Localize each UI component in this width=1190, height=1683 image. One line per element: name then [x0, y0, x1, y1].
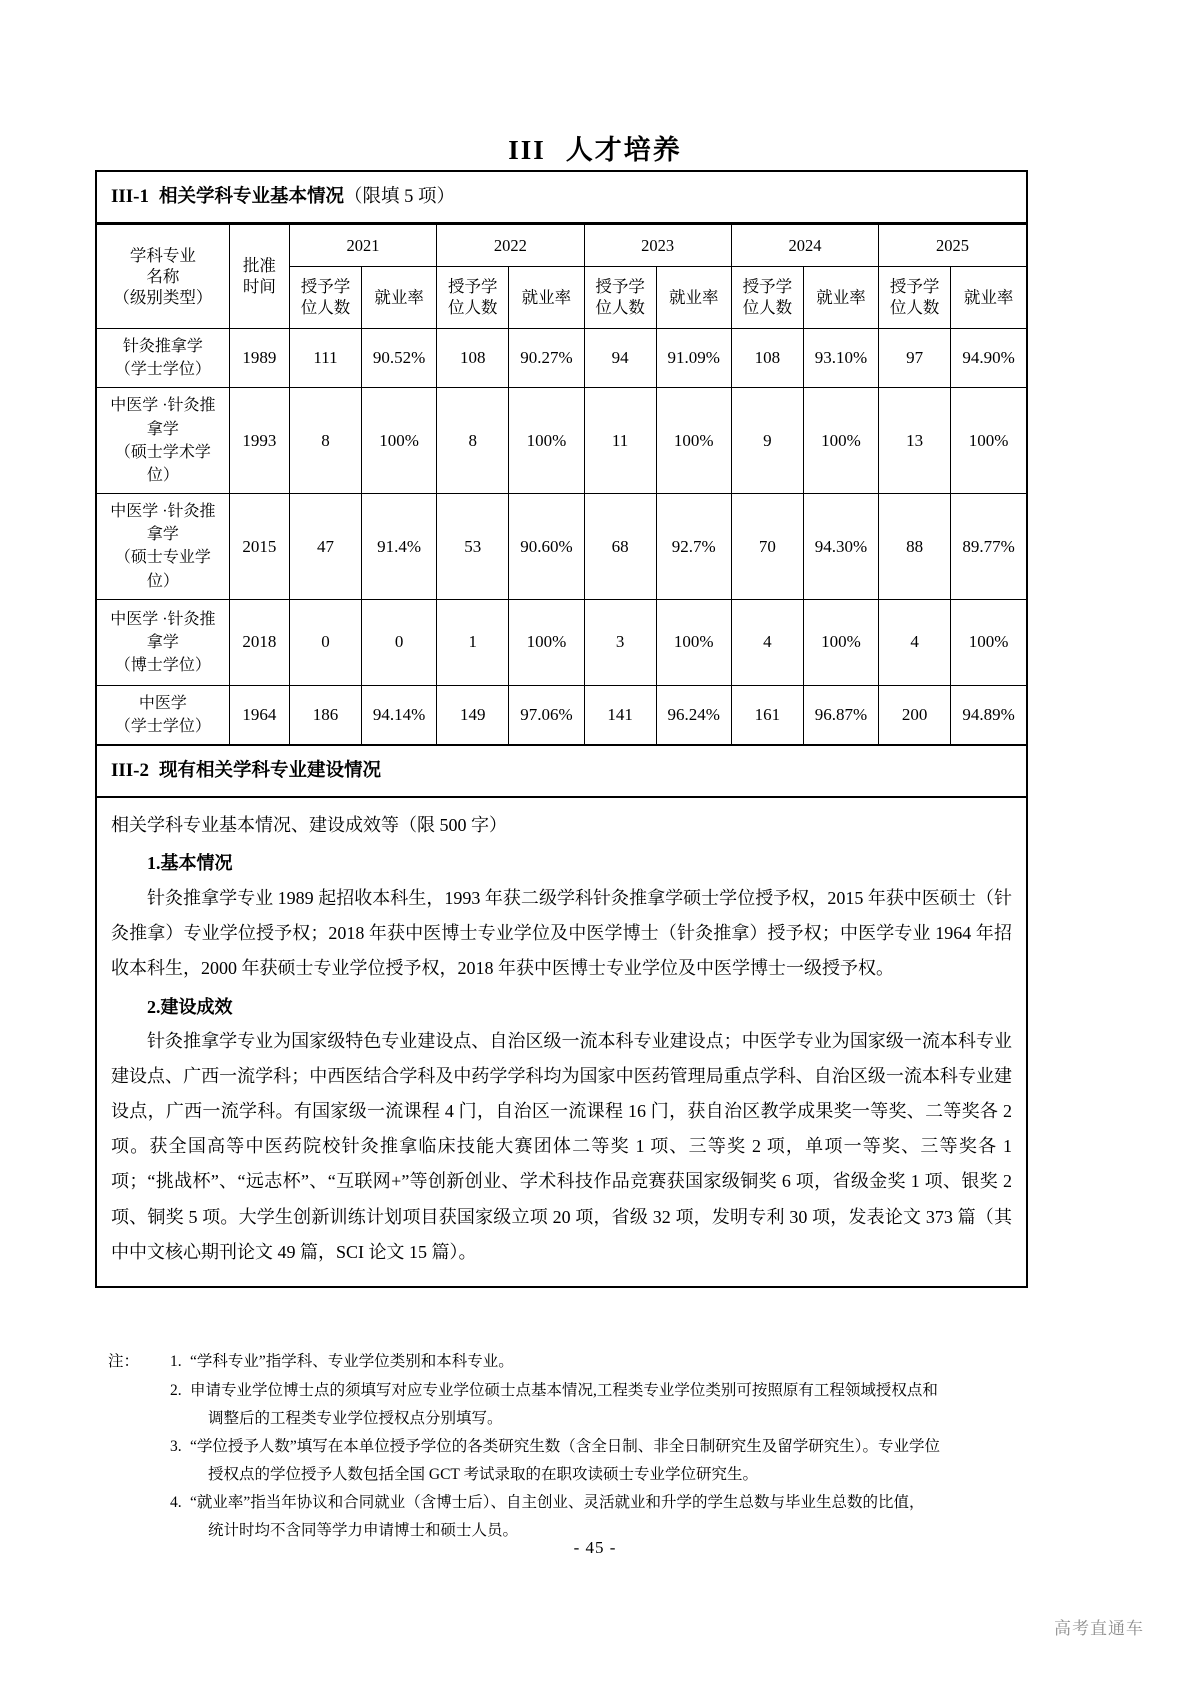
cell-degrees-2025: 13 [879, 388, 951, 494]
th-degrees-line1: 授予学 [595, 277, 645, 297]
th-rate-2022: 就业率 [509, 266, 584, 328]
footnote-continuation: 统计时均不含同等学力申请博士和硕士人员。 [208, 1522, 519, 1540]
cell-rate-2022: 97.06% [509, 685, 584, 744]
cell-degrees-2023: 11 [584, 388, 656, 494]
program-name-line: （学士学位） [114, 361, 211, 379]
cell-degrees-2021: 111 [289, 328, 361, 387]
cell-rate-2025: 94.90% [951, 328, 1026, 387]
cell-rate-2022: 100% [509, 388, 584, 494]
table-row [97, 685, 1026, 744]
cell-degrees-2024: 4 [731, 599, 803, 685]
cell-rate-2023: 100% [656, 599, 731, 685]
section-header-iii-1 [97, 172, 1026, 224]
subsection-2-body: 针灸推拿学专业为国家级特色专业建设点、自治区级一流本科专业建设点；中医学专业为国家级一流本科专业建设点、广西一流学科；中西医结合学科及中药学学科均为国家中医药管理局重点学科、自治区级一流本科专业建设点，广西一流学科。有国家级一流课程 4 门，自治区一流课程 16 门，获自治区教学成果奖一等奖、二等奖各 2 项。获全国高等中医药院校针灸推拿临床技能大赛团体二等奖 1 项、三等奖 2 项，单项一等奖、三等奖各 1 项；“挑战杯”、“远志杯”、“互联网+”等创新创业、学术科技作品竞赛获国家级铜奖 6 项，省级金奖 1 项、银奖 2 项、铜奖 5 项。大学生创新训练计划项目获国家级立项 20 项，省级 32 项，发明专利 30 项，发表论文 373 篇（其中中文核心期刊论文 49 篇，SCI 论文 15 篇）。 [111, 1031, 1012, 1262]
programs-table [97, 224, 1026, 744]
cell-degrees-2022: 8 [437, 388, 509, 494]
cell-program-name [97, 685, 229, 744]
program-name-line: 拿学 [146, 526, 179, 544]
th-approval-time-line1: 批准 [242, 256, 276, 276]
page-number: - 45 - [573, 1538, 617, 1557]
th-program-name [97, 224, 229, 328]
cell-degrees-2021: 186 [289, 685, 361, 744]
th-degrees-2022 [437, 266, 509, 328]
footnote-item [170, 1377, 1043, 1405]
footnotes [108, 1348, 1043, 1545]
cell-rate-2022: 90.60% [509, 494, 584, 600]
footnote-text: “就业率”指当年协议和合同就业（含博士后）、自主创业、灵活就业和升学的学生总数与毕业生总数的比值， [190, 1493, 925, 1511]
th-approval-time-line2: 时间 [242, 277, 276, 297]
cell-degrees-2022: 1 [437, 599, 509, 685]
th-year-2024: 2024 [731, 224, 878, 266]
cell-rate-2023: 100% [656, 388, 731, 494]
footnote-continuation: 调整后的工程类专业学位授权点分别填写。 [208, 1410, 503, 1428]
program-name-line: （博士学位） [114, 656, 211, 674]
th-program-name-line3: （级别类型） [113, 288, 213, 308]
cell-rate-2021: 0 [362, 599, 437, 685]
page-title-numeral: III [508, 135, 546, 165]
cell-approval-year: 2015 [229, 494, 289, 600]
cell-rate-2025: 94.89% [951, 685, 1026, 744]
cell-degrees-2024: 108 [731, 328, 803, 387]
cell-degrees-2021: 8 [289, 388, 361, 494]
footnote-item [170, 1433, 1043, 1461]
th-rate-2023: 就业率 [656, 266, 731, 328]
cell-rate-2024: 100% [803, 388, 878, 494]
th-degrees-line2: 位人数 [742, 298, 793, 318]
cell-rate-2021: 94.14% [362, 685, 437, 744]
cell-approval-year: 1964 [229, 685, 289, 744]
th-degrees-line2: 位人数 [448, 298, 498, 318]
cell-rate-2024: 94.30% [803, 494, 878, 600]
cell-degrees-2024: 70 [731, 494, 803, 600]
section-id-iii-2: III-2 [111, 760, 150, 782]
cell-degrees-2024: 9 [731, 388, 803, 494]
cell-rate-2024: 96.87% [803, 685, 878, 744]
cell-degrees-2022: 108 [437, 328, 509, 387]
cell-degrees-2025: 200 [879, 685, 951, 744]
th-degrees-2023 [584, 266, 656, 328]
cell-degrees-2022: 53 [437, 494, 509, 600]
section-header-iii-2 [97, 744, 1026, 798]
page-title-text: 人才培养 [565, 135, 682, 165]
cell-rate-2023: 91.09% [656, 328, 731, 387]
cell-degrees-2021: 0 [289, 599, 361, 685]
footnote-item [170, 1348, 1043, 1376]
content-frame [95, 170, 1028, 1288]
footnote-number: 2. [170, 1381, 182, 1399]
program-name-line: 中医学 ·针灸推 [110, 610, 216, 628]
th-degrees-line1: 授予学 [448, 277, 498, 297]
cell-rate-2024: 100% [803, 599, 878, 685]
program-name-line: 拿学 [146, 633, 179, 651]
cell-rate-2025: 100% [951, 599, 1026, 685]
th-degrees-line2: 位人数 [595, 298, 645, 318]
program-name-line: 中医学 ·针灸推 [110, 503, 216, 521]
footnote-text: “学科专业”指学科、专业学位类别和本科专业。 [190, 1353, 514, 1370]
footnote-continuation: 授权点的学位授予人数包括全国 GCT 考试录取的在职攻读硕士专业学位研究生。 [208, 1466, 758, 1484]
footnotes-label: 注： [108, 1353, 140, 1370]
cell-program-name [97, 328, 229, 387]
cell-degrees-2021: 47 [289, 494, 361, 600]
page-title [0, 0, 1190, 167]
table-row [97, 328, 1026, 387]
footnote-number: 4. [170, 1493, 182, 1511]
th-degrees-line2: 位人数 [300, 298, 351, 318]
cell-degrees-2025: 97 [879, 328, 951, 387]
th-degrees-2025 [879, 266, 951, 328]
section-title-iii-1: 相关学科专业基本情况 [159, 187, 345, 207]
footnote-item [170, 1489, 1043, 1517]
cell-program-name [97, 494, 229, 600]
th-rate-2021: 就业率 [362, 266, 437, 328]
th-program-name-line2: 名称 [146, 266, 180, 286]
section-iii-2-lead: 相关学科专业基本情况、建设成效等（限 500 字） [111, 815, 507, 836]
cell-rate-2023: 92.7% [656, 494, 731, 600]
th-rate-2025: 就业率 [951, 266, 1026, 328]
th-year-2021: 2021 [289, 224, 436, 266]
program-name-line: （学士学位） [114, 718, 211, 736]
cell-degrees-2023: 3 [584, 599, 656, 685]
section-id-iii-1: III-1 [111, 186, 150, 207]
cell-degrees-2025: 4 [879, 599, 951, 685]
cell-rate-2024: 93.10% [803, 328, 878, 387]
program-name-line: （硕士学术学 [114, 443, 211, 461]
cell-degrees-2022: 149 [437, 685, 509, 744]
cell-rate-2022: 100% [509, 599, 584, 685]
th-year-2022: 2022 [437, 224, 584, 266]
table-row [97, 388, 1026, 494]
footnote-number: 3. [170, 1437, 182, 1455]
table-row [97, 494, 1026, 600]
th-year-2025: 2025 [879, 224, 1026, 266]
program-name-line: 中医学 [138, 694, 187, 712]
section-iii-2-body [97, 798, 1026, 1286]
cell-rate-2023: 96.24% [656, 685, 731, 744]
th-year-2023: 2023 [584, 224, 731, 266]
th-degrees-2021 [289, 266, 361, 328]
program-name-line: （硕士专业学 [114, 549, 211, 567]
watermark: 高考直通车 [1054, 1619, 1144, 1638]
cell-degrees-2023: 94 [584, 328, 656, 387]
cell-program-name [97, 599, 229, 685]
th-degrees-2024 [731, 266, 803, 328]
th-program-name-line1: 学科专业 [129, 245, 196, 265]
footnote-number: 1. [170, 1353, 182, 1370]
cell-rate-2025: 89.77% [951, 494, 1026, 600]
cell-rate-2025: 100% [951, 388, 1026, 494]
cell-rate-2021: 91.4% [362, 494, 437, 600]
cell-approval-year: 1993 [229, 388, 289, 494]
footnote-text: 申请专业学位博士点的须填写对应专业学位硕士点基本情况,工程类专业学位类别可按照原有工程领域授权点和 [190, 1381, 938, 1399]
th-degrees-line1: 授予学 [742, 277, 793, 297]
program-name-line: 位） [146, 466, 179, 484]
program-name-line: 位） [146, 572, 179, 590]
cell-degrees-2023: 141 [584, 685, 656, 744]
cell-degrees-2023: 68 [584, 494, 656, 600]
cell-rate-2022: 90.27% [509, 328, 584, 387]
th-degrees-line2: 位人数 [889, 298, 940, 318]
cell-program-name [97, 388, 229, 494]
subsection-1-heading: 1.基本情况 [147, 853, 233, 874]
subsection-1-body: 针灸推拿学专业 1989 起招收本科生，1993 年获二级学科针灸推拿学硕士学位授予权，2015 年获中医硕士（针灸推拿）专业学位授予权；2018 年获中医博士专业学位及中医学博士（针灸推拿）授予权；中医学专业 1964 年招收本科生，2000 年获硕士专业学位授予权，2018 年获中医博士专业学位及中医学博士一级授予权。 [111, 887, 1012, 978]
cell-rate-2021: 90.52% [362, 328, 437, 387]
cell-approval-year: 2018 [229, 599, 289, 685]
th-rate-2024: 就业率 [803, 266, 878, 328]
section-note-iii-1: （限填 5 项） [344, 187, 456, 207]
th-degrees-line1: 授予学 [300, 277, 351, 297]
th-approval-time [229, 224, 289, 328]
footnote-text: “学位授予人数”填写在本单位授予学位的各类研究生数（含全日制、非全日制研究生及留学研究生）。专业学位 [190, 1437, 941, 1455]
program-name-line: 针灸推拿学 [122, 337, 203, 355]
program-name-line: 中医学 ·针灸推 [110, 397, 216, 415]
cell-approval-year: 1989 [229, 328, 289, 387]
th-degrees-line1: 授予学 [889, 277, 940, 297]
subsection-2-heading: 2.建设成效 [147, 996, 233, 1017]
cell-degrees-2025: 88 [879, 494, 951, 600]
table-row [97, 599, 1026, 685]
section-title-iii-2: 现有相关学科专业建设情况 [159, 761, 382, 782]
cell-degrees-2024: 161 [731, 685, 803, 744]
cell-rate-2021: 100% [362, 388, 437, 494]
program-name-line: 拿学 [146, 420, 179, 438]
